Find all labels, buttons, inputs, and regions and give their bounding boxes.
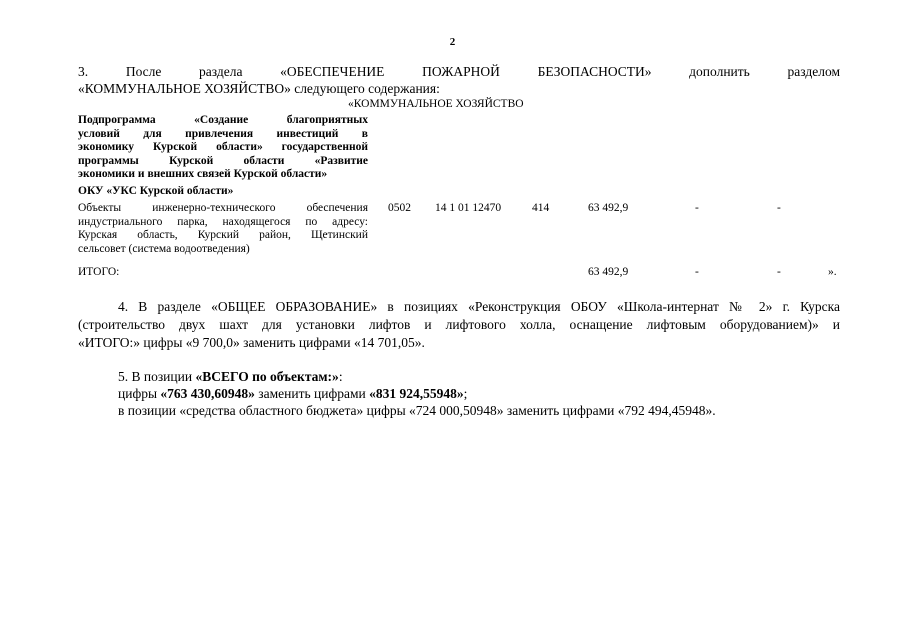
total-col2: - [695, 266, 699, 278]
item3-line2: «КОММУНАЛЬНОЕ ХОЗЯЙСТВО» следующего содержания: [78, 81, 440, 96]
old-total: «763 430,60948» [160, 386, 255, 401]
col3-value: - [777, 202, 781, 214]
item3-line1: 3. После раздела «ОБЕСПЕЧЕНИЕ ПОЖАРНОЙ БЕЗОПАСНОСТИ» дополнить разделом [78, 64, 840, 79]
object-line: сельсовет (система водоотведения) [78, 242, 250, 255]
total-amount: 63 492,9 [588, 266, 629, 278]
item5-end: ; [463, 386, 468, 401]
section-code: 0502 [388, 202, 411, 214]
object-line: Объекты инженерно-технического обеспечения [78, 202, 368, 214]
item4-line3: «ИТОГО:» цифры «9 700,0» заменить цифрами «14 701,05». [78, 335, 425, 350]
subprogram-line: программы Курской области «Развитие [78, 154, 368, 167]
total-col3: - [777, 266, 781, 278]
subprogram-line: условий для привлечения инвестиций в [78, 127, 368, 140]
item5-mid: заменить цифрами [254, 386, 370, 401]
subprogram-line: экономику Курской области» государственной [78, 141, 368, 153]
object-line: Курская область, Курский район, Щетинский [78, 229, 368, 241]
item5-line3: в позиции «средства областного бюджета» цифры «724 000,50948» заменить цифрами «792 494,45948». [118, 403, 716, 418]
item5-line2 [118, 385, 467, 402]
item5-colon: : [338, 369, 343, 384]
item5-position: «ВСЕГО по объектам:» [195, 369, 339, 384]
total-label: ИТОГО: [78, 266, 120, 278]
item5-line1 [118, 368, 343, 385]
closing-quote: ». [828, 266, 837, 278]
item4-line1: 4. В разделе «ОБЩЕЕ ОБРАЗОВАНИЕ» в позициях «Реконструкция ОБОУ «Школа-интернат № 2» г. Курска [118, 299, 840, 314]
item5-prefix: 5. В позиции [118, 369, 196, 384]
subprogram-line: Подпрограмма «Создание благоприятных [78, 114, 368, 126]
table-section-title: «КОММУНАЛЬНОЕ ХОЗЯЙСТВО [348, 98, 524, 110]
subprogram-line: экономики и внешних связей Курской области» [78, 168, 328, 180]
amount: 63 492,9 [588, 202, 629, 214]
item5-pre: цифры [118, 386, 161, 401]
expense-type: 414 [532, 202, 550, 214]
target-code: 14 1 01 12470 [435, 202, 502, 214]
new-total: «831 924,55948» [369, 386, 464, 401]
page-number: 2 [449, 36, 456, 48]
customer-name: ОКУ «УКС Курской области» [78, 185, 234, 197]
object-line: индустриального парка, находящегося по адресу: [78, 215, 368, 228]
item4-line2: (строительство двух шахт для установки лифтов и лифтового холла, оснащение лифтовым оборудованием)» и [78, 317, 840, 332]
col2-value: - [695, 202, 699, 214]
